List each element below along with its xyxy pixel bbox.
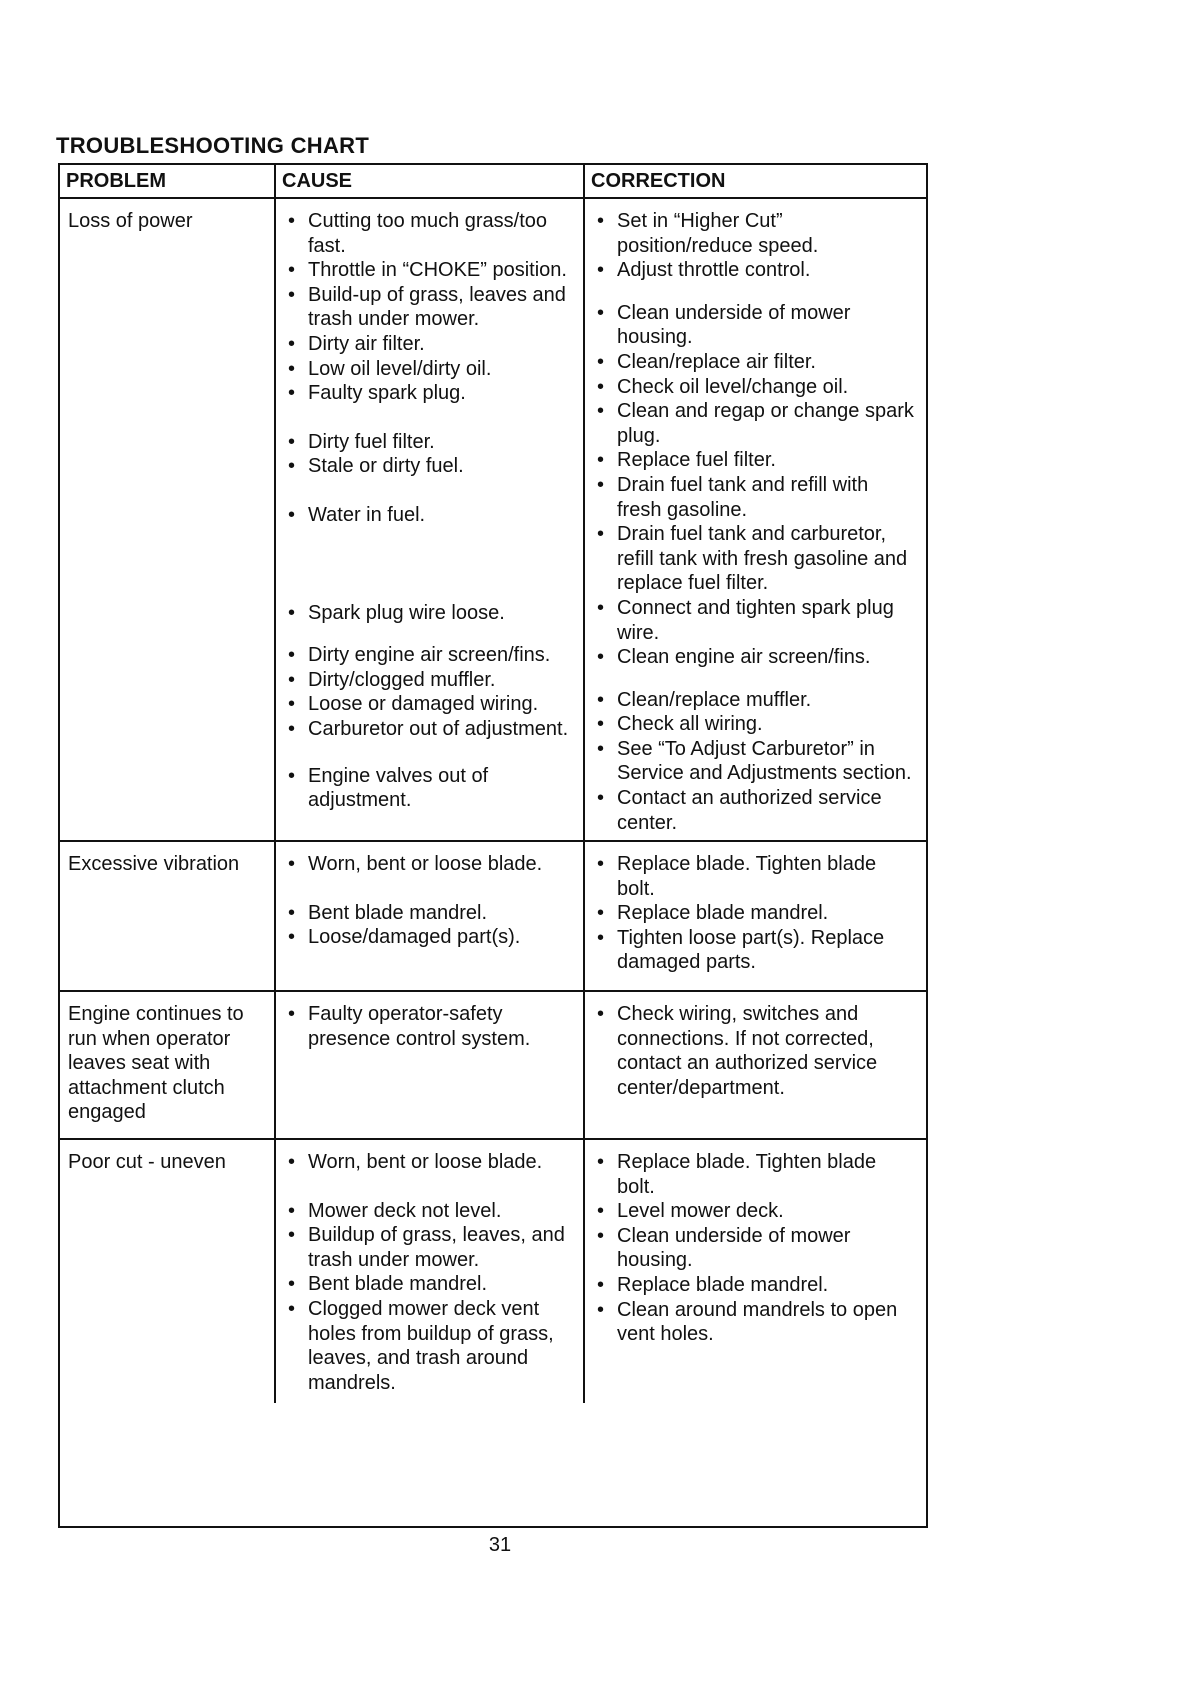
correction-item: • Check all wiring.	[593, 712, 918, 737]
cause-item: • Worn, bent or loose blade.	[284, 1150, 575, 1175]
cause-item: • Loose/damaged part(s).	[284, 925, 575, 950]
problem-text: Poor cut - uneven	[68, 1151, 226, 1173]
table-row	[60, 1140, 926, 1403]
correction-cell	[583, 992, 926, 1138]
problem-cell	[60, 992, 274, 1138]
cause-cell	[274, 842, 583, 990]
table-row	[60, 199, 926, 842]
correction-item: • Clean around mandrels to open vent holes.	[593, 1298, 918, 1347]
cause-item: • Dirty fuel filter.	[284, 430, 575, 455]
header-cause: CAUSE	[274, 165, 583, 197]
table-header	[60, 165, 926, 199]
cause-item: • Bent blade mandrel.	[284, 901, 575, 926]
header-correction: CORRECTION	[583, 165, 926, 197]
cause-item: • Throttle in “CHOKE” position.	[284, 258, 575, 283]
cause-item: • Carburetor out of adjustment.	[284, 717, 575, 742]
correction-item: • Check wiring, switches and connections. If not corrected, contact an authorized service center/department.	[593, 1002, 918, 1100]
correction-item: • Drain fuel tank and refill with fresh gasoline.	[593, 473, 918, 522]
cause-item: • Faulty spark plug.	[284, 381, 575, 406]
correction-item: • Clean/replace muffler.	[593, 688, 918, 713]
correction-cell	[583, 199, 926, 840]
correction-item: • Clean/replace air filter.	[593, 350, 918, 375]
correction-item: • Connect and tighten spark plug wire.	[593, 596, 918, 645]
correction-item: • Replace blade. Tighten blade bolt.	[593, 1150, 918, 1199]
table-row	[60, 992, 926, 1140]
cause-item: • Dirty engine air screen/fins.	[284, 643, 575, 668]
cause-item: • Dirty/clogged muffler.	[284, 668, 575, 693]
correction-item: • Clean engine air screen/fins.	[593, 645, 918, 670]
cause-item: • Loose or damaged wiring.	[284, 692, 575, 717]
correction-cell	[583, 1140, 926, 1403]
page-title: TROUBLESHOOTING CHART	[56, 133, 370, 158]
cause-item: • Faulty operator-safety presence control system.	[284, 1002, 575, 1051]
correction-item: • Level mower deck.	[593, 1199, 918, 1224]
correction-item: • See “To Adjust Carburetor” in Service and Adjustments section.	[593, 737, 918, 786]
correction-item: • Clean underside of mower housing.	[593, 1224, 918, 1273]
cause-item: • Bent blade mandrel.	[284, 1272, 575, 1297]
page-number: 31	[488, 1534, 512, 1556]
problem-cell	[60, 199, 274, 840]
cause-item: • Engine valves out of adjustment.	[284, 764, 575, 813]
correction-item: • Replace fuel filter.	[593, 448, 918, 473]
cause-item: • Clogged mower deck vent holes from buildup of grass, leaves, and trash around mandrels.	[284, 1297, 575, 1395]
cause-item: • Cutting too much grass/too fast.	[284, 209, 575, 258]
cause-item: • Build-up of grass, leaves and trash under mower.	[284, 283, 575, 332]
cause-item: • Worn, bent or loose blade.	[284, 852, 575, 877]
cause-item: • Water in fuel.	[284, 503, 575, 528]
cause-item: • Dirty air filter.	[284, 332, 575, 357]
problem-text: Loss of power	[68, 210, 193, 232]
correction-item: • Clean and regap or change spark plug.	[593, 399, 918, 448]
problem-text: Engine continues to run when operator leaves seat with attachment clutch engaged	[68, 1003, 244, 1124]
cause-cell	[274, 1140, 583, 1403]
cause-item: • Stale or dirty fuel.	[284, 454, 575, 479]
problem-cell	[60, 842, 274, 990]
cause-cell	[274, 992, 583, 1138]
correction-item: • Set in “Higher Cut” position/reduce speed.	[593, 209, 918, 258]
correction-item: • Drain fuel tank and carburetor, refill tank with fresh gasoline and replace fuel filter.	[593, 522, 918, 596]
header-problem: PROBLEM	[66, 170, 166, 192]
correction-item: • Replace blade mandrel.	[593, 901, 918, 926]
correction-item: • Adjust throttle control.	[593, 258, 918, 283]
correction-cell	[583, 842, 926, 990]
correction-item: • Check oil level/change oil.	[593, 375, 918, 400]
correction-item: • Contact an authorized service center.	[593, 786, 918, 835]
correction-item: • Replace blade. Tighten blade bolt.	[593, 852, 918, 901]
correction-item: • Replace blade mandrel.	[593, 1273, 918, 1298]
problem-text: Excessive vibration	[68, 853, 240, 875]
table-row	[60, 842, 926, 992]
cause-cell	[274, 199, 583, 840]
problem-cell	[60, 1140, 274, 1403]
cause-item: • Buildup of grass, leaves, and trash under mower.	[284, 1223, 575, 1272]
cause-item: • Low oil level/dirty oil.	[284, 357, 575, 382]
correction-item: • Tighten loose part(s). Replace damaged parts.	[593, 926, 918, 975]
correction-item: • Clean underside of mower housing.	[593, 301, 918, 350]
cause-item: • Mower deck not level.	[284, 1199, 575, 1224]
cause-item: • Spark plug wire loose.	[284, 601, 575, 626]
troubleshooting-table	[58, 163, 928, 1528]
